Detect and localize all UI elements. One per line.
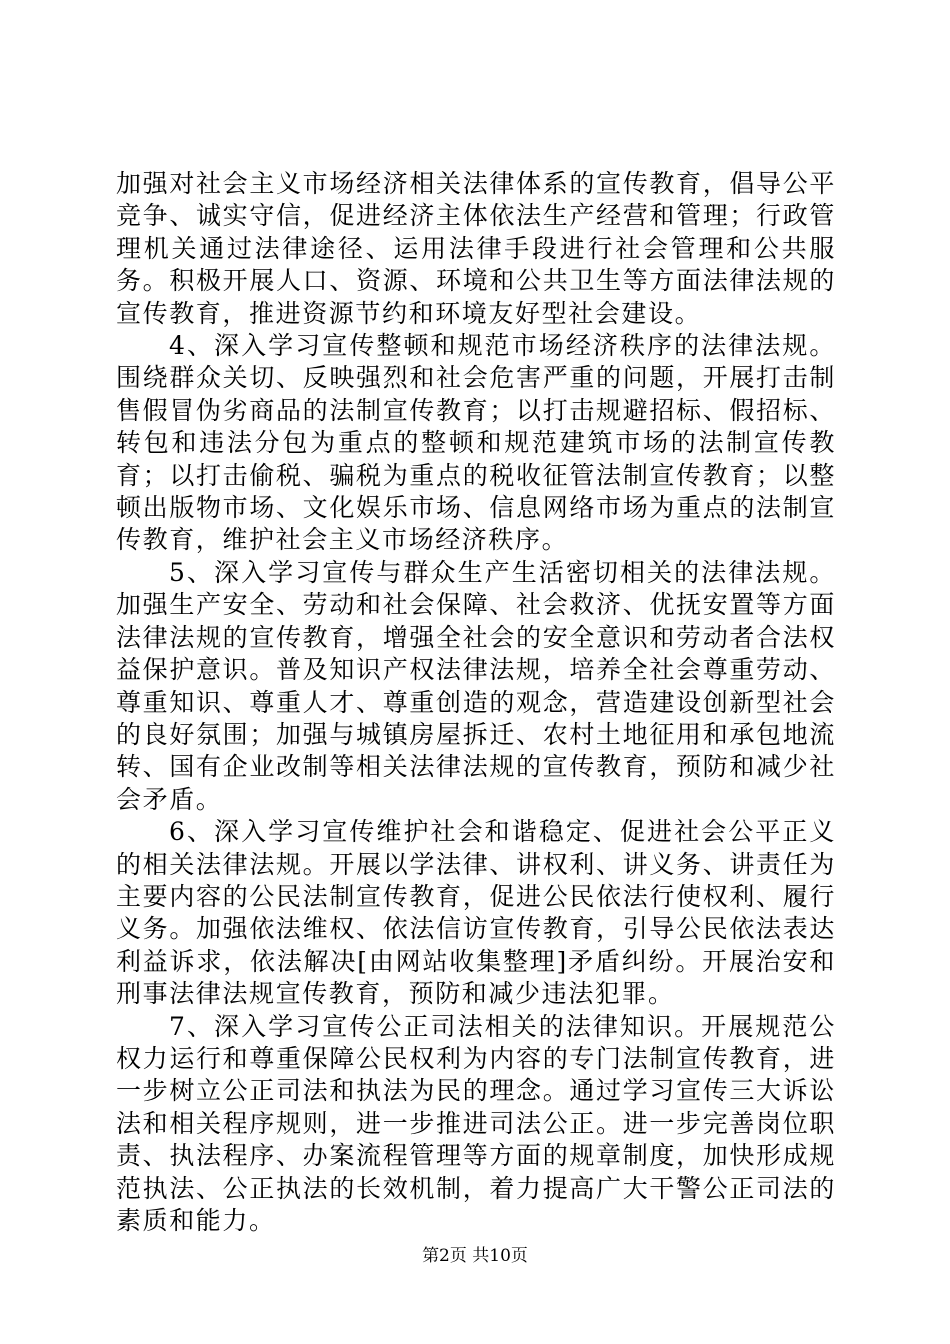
paragraph-item-4: 4、深入学习宣传整顿和规范市场经济秩序的法律法规。围绕群众关切、反映强烈和社会危害严重的问题，开展打击制售假冒伪劣商品的法制宣传教育；以打击规避招标、假招标、转包和违法分包为重点的整顿和规范建筑市场的法制宣传教育；以打击偷税、骗税为重点的税收征管法制宣传教育；以整顿出版物市场、文化娱乐市场、信息网络市场为重点的法制宣传教育，维护社会主义市场经济秩序。: [116, 331, 836, 555]
paragraph-item-6: 6、深入学习宣传维护社会和谐稳定、促进社会公平正义的相关法律法规。开展以学法律、讲权利、讲义务、讲责任为主要内容的公民法制宣传教育，促进公民依法行使权利、履行义务。加强依法维权、依法信访宣传教育，引导公民依法表达利益诉求，依法解决[由网站收集整理]矛盾纠纷。开展治安和刑事法律法规宣传教育，预防和减少违法犯罪。: [116, 817, 836, 1009]
page-number-footer: 第2页 共10页: [422, 1246, 528, 1266]
paragraph-item-7: 7、深入学习宣传公正司法相关的法律知识。开展规范公权力运行和尊重保障公民权利为内容的专门法制宣传教育，进一步树立公正司法和执法为民的理念。通过学习宣传三大诉讼法和相关程序规则，进一步推进司法公正。进一步完善岗位职责、执法程序、办案流程管理等方面的规章制度，加快形成规范执法、公正执法的长效机制，着力提高广大干警公正司法的素质和能力。: [116, 1011, 836, 1235]
paragraph-intro: 加强对社会主义市场经济相关法律体系的宣传教育，倡导公平竞争、诚实守信，促进经济主体依法生产经营和管理；行政管理机关通过法律途径、运用法律手段进行社会管理和公共服务。积极开展人口、资源、环境和公共卫生等方面法律法规的宣传教育，推进资源节约和环境友好型社会建设。: [116, 169, 836, 328]
document-body: [116, 168, 836, 1237]
paragraph-item-5: 5、深入学习宣传与群众生产生活密切相关的法律法规。加强生产安全、劳动和社会保障、社会救济、优抚安置等方面法律法规的宣传教育，增强全社会的安全意识和劳动者合法权益保护意识。普及知识产权法律法规，培养全社会尊重劳动、尊重知识、尊重人才、尊重创造的观念，营造建设创新型社会的良好氛围；加强与城镇房屋拆迁、农村土地征用和承包地流转、国有企业改制等相关法律法规的宣传教育，预防和减少社会矛盾。: [116, 557, 836, 814]
